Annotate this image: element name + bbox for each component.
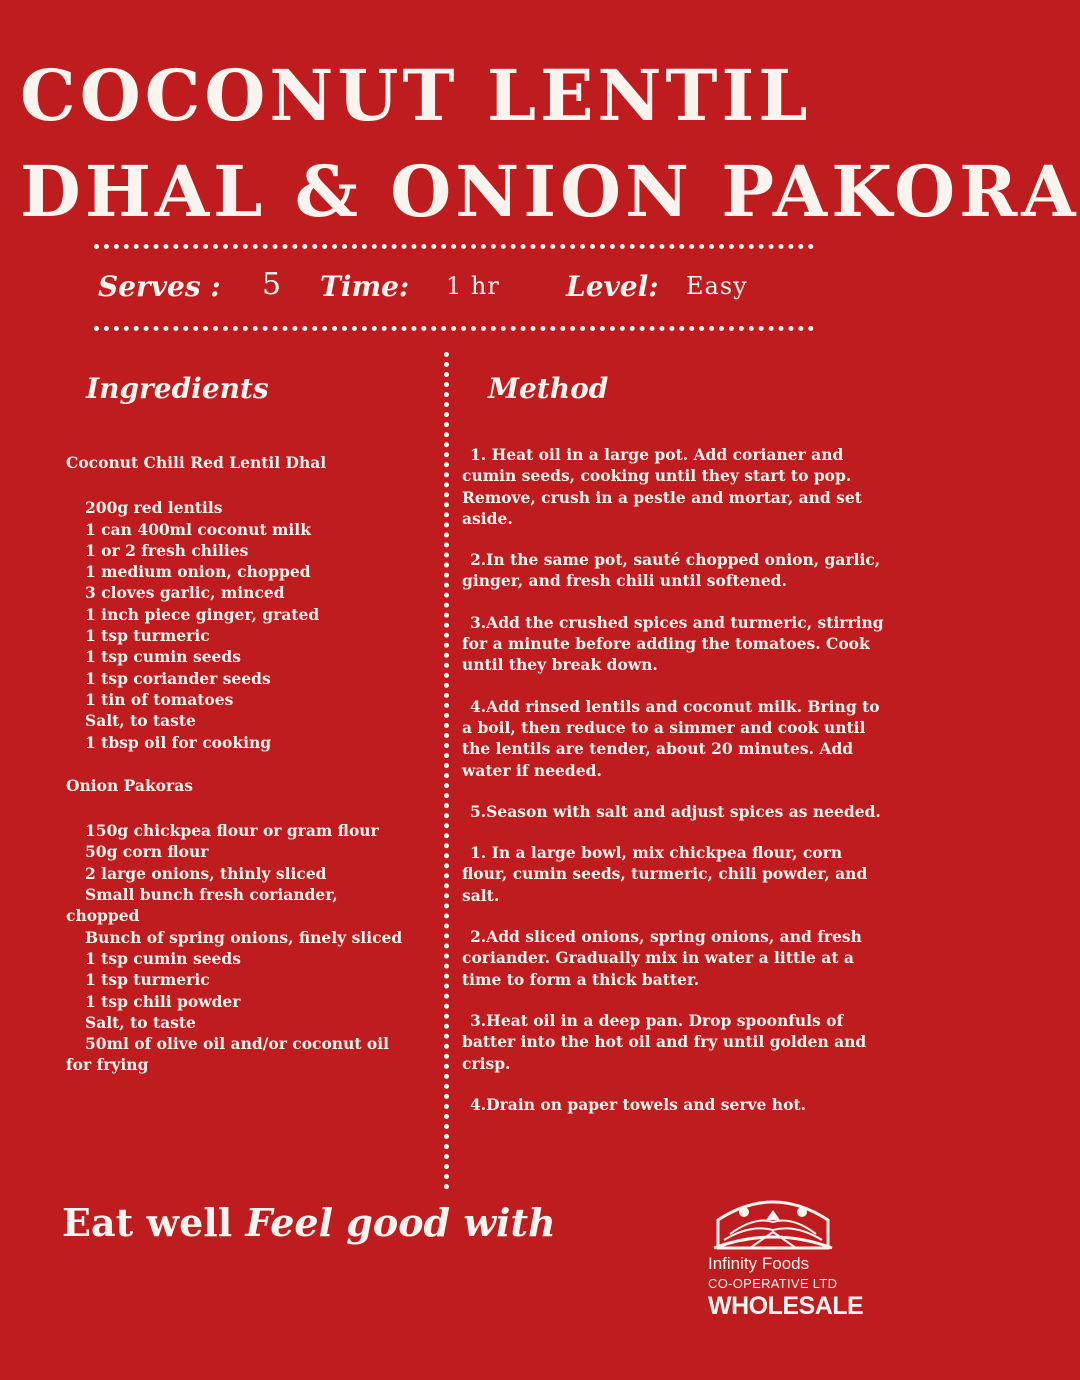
time-value: 1 hr [446,272,500,300]
ingredient-group-pakora [66,775,416,1076]
method-heading: Method [488,372,609,405]
list-item: 1 or 2 fresh chilies [85,540,249,560]
list-item: 50g corn flour [85,842,209,862]
list-item: 1 tsp coriander seeds [85,668,271,688]
list-item: 1 medium onion, chopped [85,562,311,582]
list-item: 1 tsp cumin seeds [85,948,241,968]
serves-value: 5 [262,267,283,302]
list-item: 200g red lentils [85,498,223,518]
list-item: 1 tsp cumin seeds [85,647,241,667]
tagline-feel-good: Feel good with [245,1200,556,1245]
method-step: 1. Heat oil in a large pot. Add corianer and cumin seeds, cooking until they start to pop. Remove, crush in a pestle and mortar, and set aside. [462,445,862,528]
list-item: 1 tin of tomatoes [85,689,234,709]
list-item: Salt, to taste [85,711,196,731]
method-step: 4.Drain on paper towels and serve hot. [470,1094,806,1114]
group-title: Coconut Chili Red Lentil Dhal [66,453,327,472]
ingredient-group-dhal [66,452,416,753]
serves-label: Serves : [98,270,221,303]
list-item: 3 cloves garlic, minced [85,583,285,603]
list-item: 1 can 400ml coconut milk [85,519,311,539]
recipe-meta [98,266,818,316]
list-item: 1 tsp chili powder [85,991,241,1011]
logo-name: Infinity Foods [708,1254,810,1273]
method-step: 3.Heat oil in a deep pan. Drop spoonfuls of batter into the hot oil and fry until golden and crisp. [462,1010,867,1073]
method-step: 1. In a large bowl, mix chickpea flour, corn flour, cumin seeds, turmeric, chili powder, and salt. [462,843,868,905]
logo-wholesale: WHOLESALE [708,1292,864,1320]
logo-subtitle: CO-OPERATIVE LTD [708,1276,838,1291]
group-title: Onion Pakoras [66,775,193,795]
footer-tagline [62,1200,556,1245]
list-item: 50ml of olive oil and/or coconut oil for frying [66,1034,390,1075]
method-step: 5.Season with salt and adjust spices as needed. [470,801,881,821]
method-step: 2.Add sliced onions, spring onions, and fresh coriander. Gradually mix in water a little at a time to form a thick batter. [462,927,862,989]
method-step: 3.Add the crushed spices and turmeric, stirring for a minute before adding the tomatoes. Cook until they break down. [462,612,884,675]
level-value: Easy [686,272,748,300]
list-item: 150g chickpea flour or gram flour [85,821,379,841]
ingredients-heading: Ingredients [86,372,269,405]
top-dotted-divider [94,244,814,249]
farm-landscape-icon [710,1190,836,1254]
time-label: Time: [320,270,410,303]
bottom-dotted-divider [94,326,814,331]
method-step: 4.Add rinsed lentils and coconut milk. Bring to a boil, then reduce to a simmer and cook until the lentils are tender, about 20 minutes. Add water if needed. [462,696,880,780]
list-item: 1 inch piece ginger, grated [85,604,320,624]
list-item: Small bunch fresh coriander, chopped [66,885,338,926]
list-item: 2 large onions, thinly sliced [85,863,327,883]
column-divider [444,352,449,1190]
tagline-eat-well: Eat well [62,1200,246,1245]
title-line-2: DHAL & ONION PAKORA [20,150,1080,233]
recipe-title [20,48,1080,240]
level-label: Level: [566,270,659,303]
list-item: Salt, to taste [85,1012,196,1032]
method-steps [462,444,892,1135]
list-item: 1 tbsp oil for cooking [85,732,272,752]
list-item: Bunch of spring onions, finely sliced [85,927,403,947]
ingredients-list [66,452,416,1076]
list-item: 1 tsp turmeric [85,626,210,646]
list-item: 1 tsp turmeric [85,970,210,990]
infinity-foods-logo [704,1190,864,1330]
title-line-1: COCONUT LENTIL [20,54,812,137]
method-step: 2.In the same pot, sauté chopped onion, garlic, ginger, and fresh chili until softened. [462,550,881,591]
